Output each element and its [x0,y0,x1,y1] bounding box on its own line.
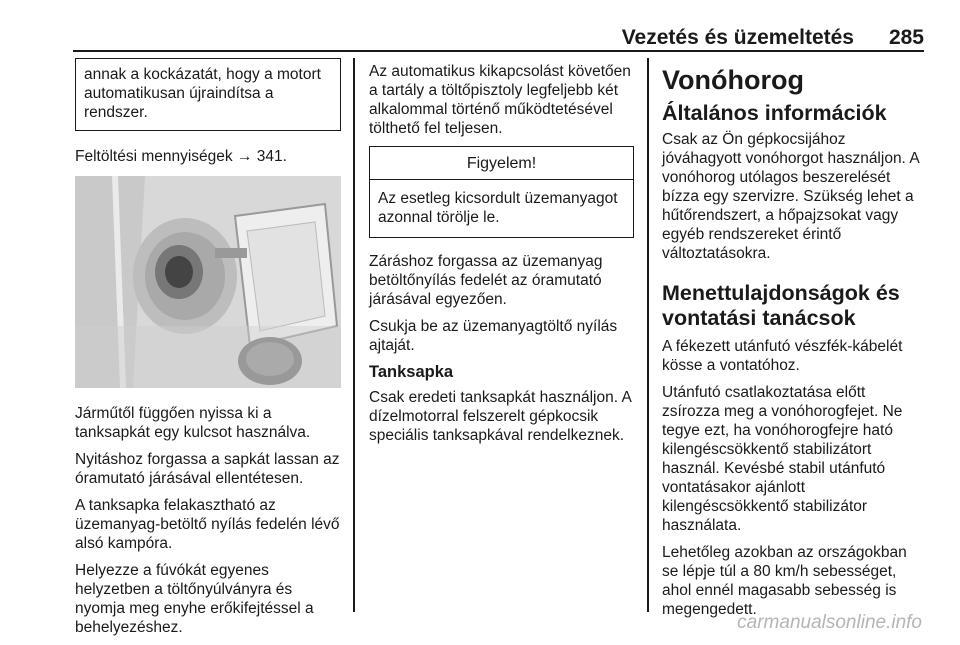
section-heading-tanksapka: Tanksapka [369,363,454,381]
paragraph: Csak az Ön gépkocsijához jóváhagyott vonóhorgot használjon. A vonóhorog utólagos beszerelését bízza egy szervizre. Szükség lehet a hűtőrendszert, a hőpajzsokat vagy egyéb rendszereket érintő változtatásokra. [662,131,919,262]
column-divider [647,58,649,612]
paragraph: Záráshoz forgassa az üzemanyag betöltőnyílás fedelét az óramutató járásával egyezően. [369,253,603,308]
paragraph: Utánfutó csatlakoztatása előtt zsírozza meg a vonóhorogfejet. Ne tegye ezt, ha vonóhorogfejre ható kilengéscsökkentő stabilizátort használ. Kevésbé stabil utánfutó vontatásakor ajánlott kilengéscsökkentő stabilizátor használata. [662,384,903,534]
paragraph: Az automatikus kikapcsolást követően a tartály a töltőpisztoly legfeljebb két alkalommal történő működtetésével tölthető fel teljesen. [369,63,631,137]
paragraph: A tanksapka felakasztható az üzemanyag-betöltő nyílás fedelén lévő alsó kampóra. [75,497,340,552]
capacities-reference: Feltöltési mennyiségek → 341. [75,148,287,165]
column-divider [353,58,355,612]
warning-title: Figyelem! [370,147,633,180]
paragraph: Nyitáshoz forgassa a sapkát lassan az óramutató járásával ellentétesen. [75,451,340,487]
note-text: annak a kockázatát, hogy a motort automatikusan újraindítsa a rendszer. [84,66,321,121]
continued-note-box [75,58,341,131]
paragraph: Helyezze a fúvókát egyenes helyzetben a töltőnyúlványra és nyomja meg enyhe erőkifejtéssel a behelyezéshez. [75,562,314,636]
paragraph: Csak eredeti tanksapkát használjon. A dízelmotorral felszerelt gépkocsik speciális tanksapkával rendelkeznek. [369,389,631,444]
header-rule [73,50,924,52]
paragraph: Lehetőleg azokban az országokban se lépje túl a 80 km/h sebességet, ahol ennél magasabb sebesség is megengedett. [662,544,907,618]
page-number: 285 [888,26,924,49]
watermark: carmanualsonline.info [737,612,922,633]
warning-text: Az esetleg kicsordult üzemanyagot azonnal törölje le. [378,190,618,226]
column-3 [662,62,927,627]
paragraph: Járműtől függően nyissa ki a tanksapkát egy kulcsot használva. [75,405,311,441]
warning-box [369,146,634,238]
column-2 [369,62,634,453]
paragraph: A fékezett utánfutó vészfék-kábelét kösse a vontatóhoz. [662,338,903,374]
section-heading: Menettulajdonságok és vontatási tanácsok [662,281,900,330]
page-header-title: Vezetés és üzemeltetés [621,26,854,49]
section-heading: Általános információk [662,101,887,125]
column-1 [75,62,341,645]
chapter-heading: Vonóhorog [662,65,804,95]
paragraph: Csukja be az üzemanyagtöltő nyílás ajtaját. [369,318,618,354]
fuel-filler-photo [75,176,341,388]
fuel-filler-illustration [75,176,341,388]
